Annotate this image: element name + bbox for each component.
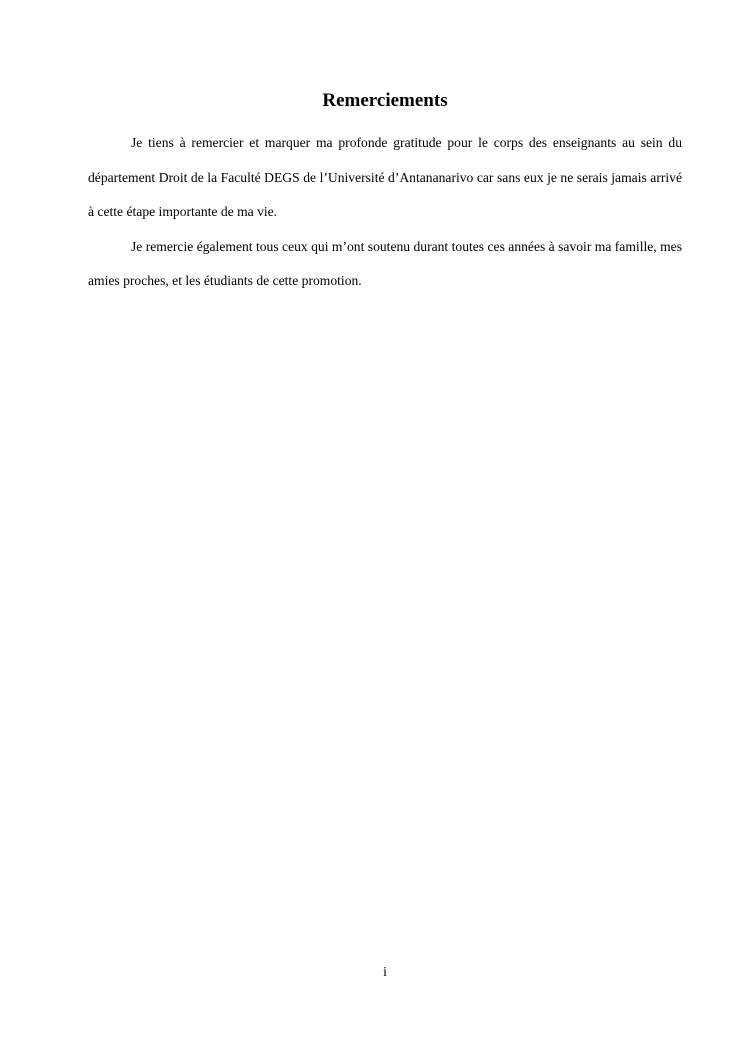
paragraph-thanks-family: Je remercie également tous ceux qui m’ont soutenu durant toutes ces années à savoir ma famille, mes amies proches, et les étudiants de cette promotion. <box>88 238 682 288</box>
paragraph-gratitude-teachers: Je tiens à remercier et marquer ma profonde gratitude pour le corps des enseignants au sein du département Droit de la Faculté DEGS de l’Université d’Antananarivo car sans eux je ne serais jamais arrivé à cette étape importante de ma vie. <box>88 135 682 219</box>
page-number: i <box>383 964 387 979</box>
page-title: Remerciements <box>322 90 448 111</box>
body-text <box>88 126 682 299</box>
